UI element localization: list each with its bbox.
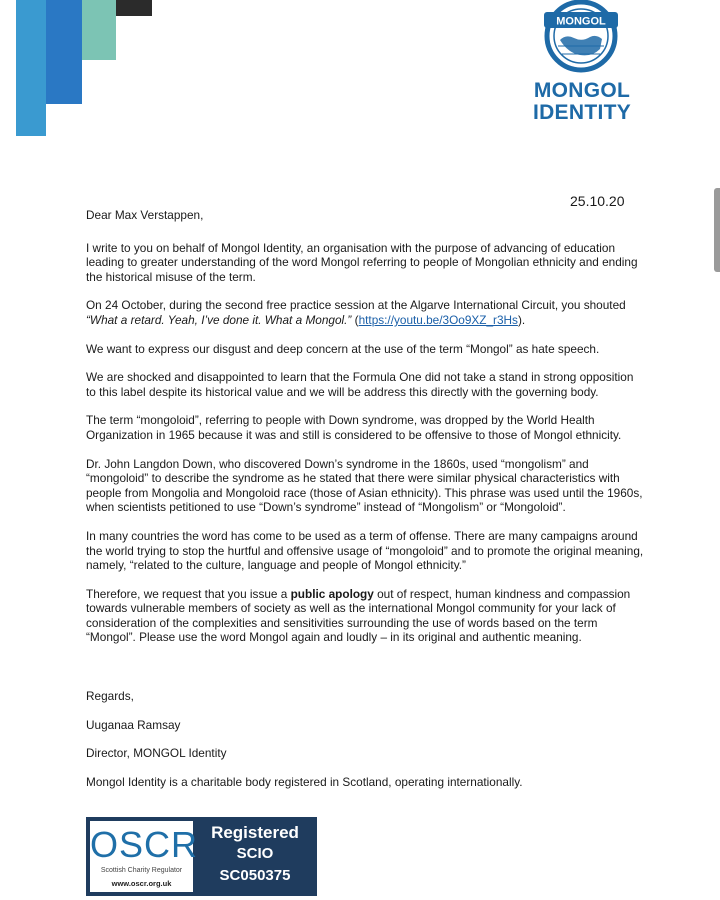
oscr-scio: SCIO	[236, 845, 274, 862]
logo-emblem-text: MONGOL	[556, 15, 606, 28]
video-link[interactable]: https://youtu.be/3Oo9XZ_r3Hs	[358, 312, 518, 327]
oscr-wordmark: OSCR	[90, 824, 199, 865]
paragraph-history: Dr. John Langdon Down, who discovered Down’s syndrome in the 1860s, used “mongolism” and “mongoloid” to describe the syndrome as he stated that there were similar physical characteristics with people from Mongolia and Mongoloid race (those of Asian ethnicity). This phrase was used until the 1960s, when scientists petitioned to use “Down’s syndrome” instead of “Mongolism” or “Mongoloid”.	[86, 456, 643, 515]
request-bold: public apology	[290, 586, 374, 601]
paragraph-who: The term “mongoloid”, referring to people with Down syndrome, was dropped by the World Health Organization in 1965 because it was and still is considered to be offensive to those of Mongol ethnicity.	[86, 413, 622, 442]
request-start: Therefore, we request that you issue a	[86, 586, 291, 601]
signer-name: Uuganaa Ramsay	[86, 717, 181, 732]
oscr-registration	[196, 823, 314, 887]
regards: Regards,	[86, 689, 134, 703]
oscr-badge	[86, 817, 317, 896]
oscr-logo-box	[90, 821, 199, 892]
brand-name	[520, 80, 644, 124]
paragraph-purpose: I write to you on behalf of Mongol Identity, an organisation with the purpose of advancing of education leading to greater understanding of the word Mongol referring to people of Mongolian ethnicity and ending the historical misuse of the term.	[86, 240, 638, 284]
charity-note: Mongol Identity is a charitable body registered in Scotland, operating internationally.	[86, 774, 523, 789]
decorative-bar	[116, 0, 152, 16]
decorative-bar	[46, 0, 82, 104]
signer-title: Director, MONGOL Identity	[86, 746, 227, 761]
incident-quote: “What a retard. Yeah, I’ve done it. What a Mongol.”	[86, 312, 352, 327]
incident-end: ).	[517, 312, 526, 327]
oscr-number: SC050375	[219, 867, 291, 884]
scroll-indicator	[714, 188, 720, 272]
decorative-bar	[82, 0, 116, 60]
paragraph-concern: We want to express our disgust and deep concern at the use of the term “Mongol” as hate speech.	[86, 341, 600, 356]
oscr-registered: Registered	[211, 823, 299, 842]
oscr-subtitle: Scottish Charity Regulator	[100, 867, 183, 874]
request-end: out of respect, human kindness and compassion towards vulnerable members of society as well as the international Mongol community for your lack of consideration of the complexities and sensitivities surrounding the use of words based on the term “Mongol”. Please use the word Mongol again and loudly – in its original and authentic meaning.	[86, 586, 631, 645]
decorative-bar	[16, 0, 46, 136]
paragraph-formula-one: We are shocked and disappointed to learn that the Formula One did not take a stand in strong opposition to this label despite its historical value and we will be address this directly with the governing body.	[86, 370, 634, 399]
signoff	[86, 689, 523, 803]
paragraph-campaigns: In many countries the word has come to be used as a term of offense. There are many campaigns around the world trying to stop the hurtful and offensive usage of “mongoloid” and to promote the original meaning, namely, “related to the culture, language and people of Mongol ethnicity.”	[86, 528, 644, 573]
letter-body	[86, 208, 646, 659]
oscr-url: www.oscr.org.uk	[111, 879, 172, 888]
greeting: Dear Max Verstappen,	[86, 208, 204, 222]
mongol-identity-logo	[536, 0, 626, 74]
paragraph-request	[86, 587, 646, 645]
brand-line-2: IDENTITY	[532, 101, 632, 124]
brand-line-1: MONGOL	[533, 79, 631, 102]
incident-paren: (	[351, 312, 359, 327]
paragraph-incident	[86, 298, 646, 327]
incident-text: On 24 October, during the second free practice session at the Algarve International Circuit, you shouted	[86, 298, 626, 313]
letter-date: 25.10.20	[570, 193, 625, 209]
